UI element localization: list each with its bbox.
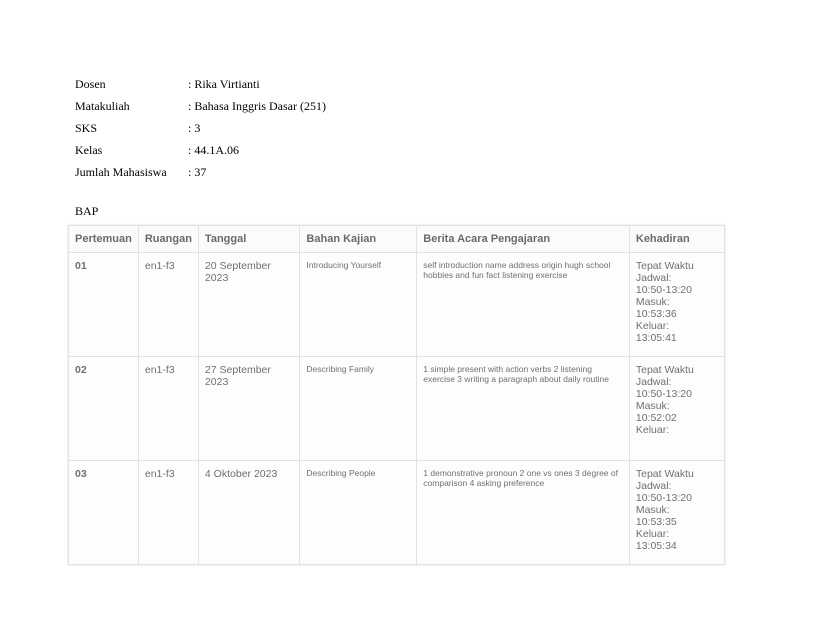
info-value: : 44.1A.06 [188,142,239,157]
attendance-line: Masuk: [635,400,670,412]
cell-berita-acara: 1 demonstrative pronoun 2 one vs ones 3 degree of comparison 4 asking preference [417,461,630,565]
info-label: Matakuliah [75,99,130,114]
info-row-jumlah-mahasiswa [75,161,326,183]
header-tanggal: Tanggal [198,226,300,253]
cell-kehadiran [629,253,724,357]
cell-pertemuan: 02 [69,357,139,461]
table-header-row [69,226,725,253]
header-ruangan: Ruangan [138,226,198,253]
cell-kehadiran [629,461,724,565]
cell-ruangan: en1-f3 [138,357,198,461]
attendance-line: 10:52:02 [635,412,677,424]
cell-bahan-kajian: Describing Family [300,357,417,461]
cell-berita-acara: self introduction name address origin hugh school hobbies and fun fact listening exercise [417,253,630,357]
attendance-line: Masuk: [635,504,670,516]
table-row [69,357,725,461]
cell-berita-acara: 1 simple present with action verbs 2 listening exercise 3 writing a paragraph about daily routine [417,357,630,461]
bap-heading: BAP [75,204,99,218]
header-pertemuan: Pertemuan [69,226,139,253]
attendance-line: Jadwal: [635,480,672,492]
header-kehadiran: Kehadiran [629,226,724,253]
cell-bahan-kajian: Introducing Yourself [300,253,417,357]
attendance-status: Tepat Waktu [635,260,694,272]
attendance-line: Keluar: [635,320,670,332]
header-berita-acara: Berita Acara Pengajaran [417,226,630,253]
attendance-line: Keluar: [635,424,670,436]
attendance-line: 13:05:41 [635,332,677,344]
attendance-line: 10:50-13:20 [635,492,692,504]
cell-bahan-kajian: Describing People [300,461,417,565]
cell-pertemuan: 01 [69,253,139,357]
info-row-matakuliah [75,96,326,118]
info-value: : Bahasa Inggris Dasar (251) [188,99,326,114]
info-row-kelas [75,139,326,161]
table-row [69,253,725,357]
info-row-sks [75,118,326,140]
cell-ruangan: en1-f3 [138,253,198,357]
attendance-line: Jadwal: [635,272,672,284]
cell-tanggal: 27 September 2023 [198,357,300,461]
attendance-status: Tepat Waktu [635,364,694,376]
info-value: : Rika Virtianti [188,77,260,92]
attendance-line: 10:53:36 [635,308,677,320]
attendance-status: Tepat Waktu [635,468,694,480]
course-info [75,74,326,183]
bap-table [68,225,725,565]
cell-ruangan: en1-f3 [138,461,198,565]
attendance-line: 10:50-13:20 [635,388,692,400]
cell-tanggal: 20 September 2023 [198,253,300,357]
info-label: Jumlah Mahasiswa [75,164,167,179]
attendance-line: 13:05:34 [635,540,677,552]
info-label: Kelas [75,142,103,157]
attendance-line: Jadwal: [635,376,672,388]
attendance-line: 10:53:35 [635,516,677,528]
info-label: Dosen [75,77,106,92]
info-label: SKS [75,120,98,135]
info-value: : 37 [188,164,207,179]
attendance-line: Masuk: [635,296,670,308]
cell-pertemuan: 03 [69,461,139,565]
cell-tanggal: 4 Oktober 2023 [198,461,300,565]
table-row [69,461,725,565]
info-value: : 3 [188,120,201,135]
attendance-line: Keluar: [635,528,670,540]
cell-kehadiran [629,357,724,461]
header-bahan-kajian: Bahan Kajian [300,226,417,253]
info-row-dosen [75,74,326,96]
attendance-line: 10:50-13:20 [635,284,692,296]
